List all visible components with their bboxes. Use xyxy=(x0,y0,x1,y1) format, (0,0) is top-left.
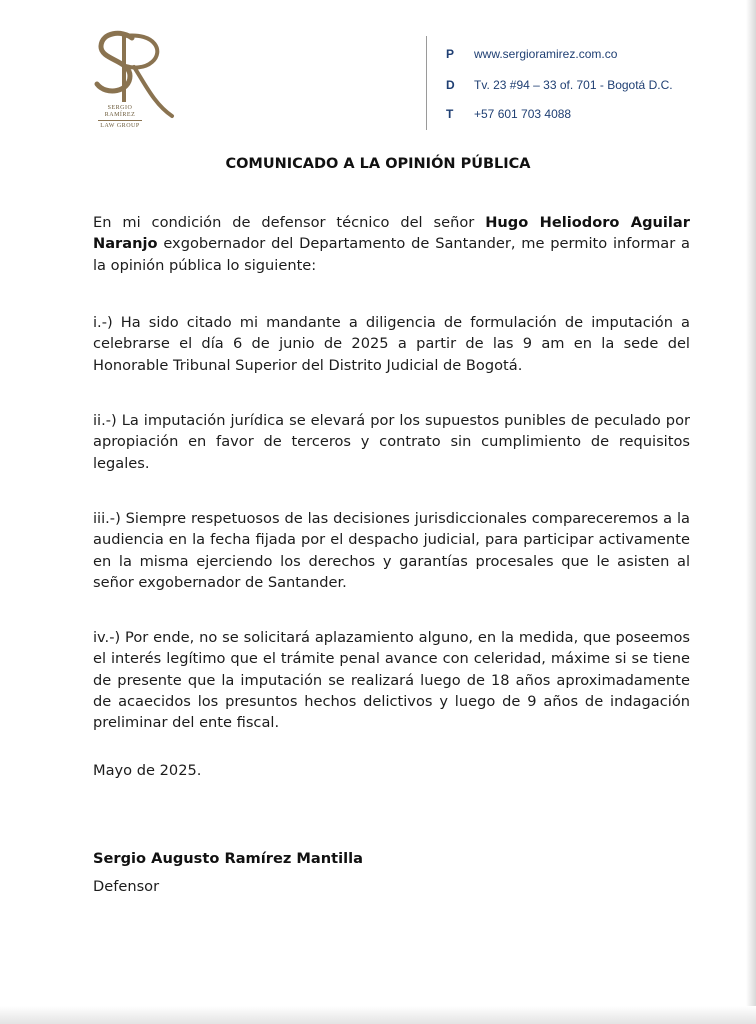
signature-name: Sergio Augusto Ramírez Mantilla xyxy=(93,850,364,867)
contact-web-key: P xyxy=(446,47,455,61)
sr-monogram-icon xyxy=(92,26,182,138)
logo-name-line2: RAMÍREZ xyxy=(104,112,136,118)
contact-phone xyxy=(446,104,571,124)
document-date: Mayo de 2025. xyxy=(93,762,202,779)
logo-divider xyxy=(98,120,142,121)
item-3-paragraph: iii.-) Siempre respetuosos de las decisiones jurisdiccionales compareceremos a la audiencia en la fecha fijada por el despacho judicial, para participar activamente en la misma ejerciendo los derechos y garantías procesales que le asisten al señor exgobernador de Santander. xyxy=(93,510,690,591)
page-bottom-shadow xyxy=(0,1006,756,1024)
logo-group-line: LAW GROUP xyxy=(100,123,140,129)
contact-divider xyxy=(426,36,427,130)
contact-address-value: Tv. 23 #94 – 33 of. 701 - Bogotá D.C. xyxy=(474,78,673,92)
intro-paragraph xyxy=(93,212,690,276)
intro-text-after: exgobernador del Departamento de Santander, me permito informar a la opinión pública lo siguiente: xyxy=(93,235,690,274)
page-edge-shadow xyxy=(746,0,756,1024)
contact-address xyxy=(446,75,673,95)
contact-address-key: D xyxy=(446,78,455,92)
item-2-paragraph: ii.-) La imputación jurídica se elevará por los supuestos punibles de peculado por apropiación en favor de terceros y contrato sin cumplimiento de requisitos legales. xyxy=(93,412,690,472)
signature-role: Defensor xyxy=(93,878,160,895)
document-title: COMUNICADO A LA OPINIÓN PÚBLICA xyxy=(225,156,531,172)
item-4-paragraph: iv.-) Por ende, no se solicitará aplazamiento alguno, en la medida, que poseemos el interés legítimo que el trámite penal avance con celeridad, máxime si se tiene de presente que la imputación se realizará luego de 18 años aproximadamente de acaecidos los presuntos hechos delictivos y luego de 9 años de indagación preliminar del ente fiscal. xyxy=(93,629,690,732)
item-1-paragraph: i.-) Ha sido citado mi mandante a diligencia de formulación de imputación a celebrarse el día 6 de junio de 2025 a partir de las 9 am en la sede del Honorable Tribunal Superior del Distrito Judicial de Bogotá. xyxy=(93,314,690,374)
contact-web-value: www.sergioramirez.com.co xyxy=(474,47,618,61)
contact-phone-key: T xyxy=(446,107,454,121)
contact-phone-value: +57 601 703 4088 xyxy=(474,107,572,121)
client-name: Hugo Heliodoro Aguilar Naranjo xyxy=(93,214,690,253)
contact-web xyxy=(446,44,617,64)
intro-text-before: En mi condición de defensor técnico del señor xyxy=(93,214,486,231)
logo-name-line1: SERGIO xyxy=(107,105,133,111)
firm-logo xyxy=(92,26,182,138)
